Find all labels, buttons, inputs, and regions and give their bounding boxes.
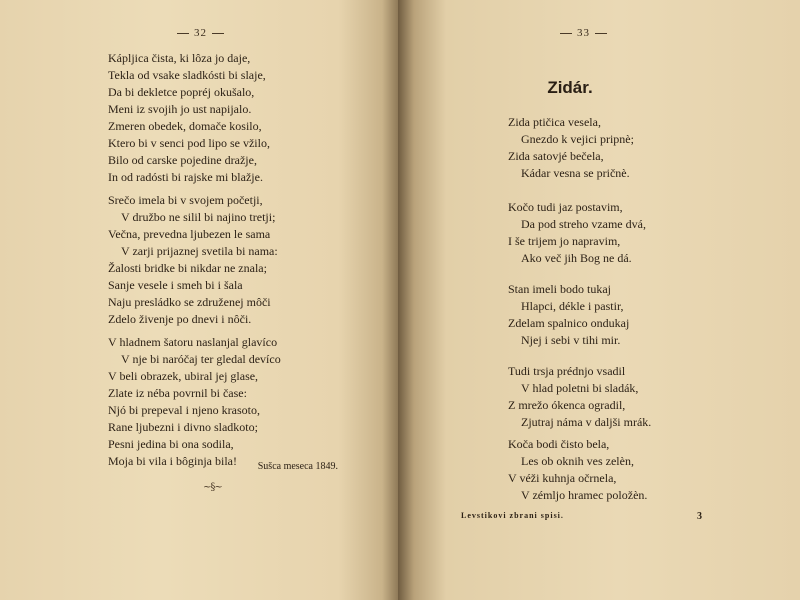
verse-line: Njó bi prepeval i njeno krasoto, — [108, 403, 260, 417]
verse-line: V nje bi naróčaj ter gledal devíco — [121, 352, 281, 366]
left-stanza-3 — [108, 334, 281, 470]
right-stanza-1 — [508, 114, 634, 182]
verse-line: V zarji prijaznej svetila bi nama: — [121, 244, 278, 258]
verse-line: Stan imeli bodo tukaj — [508, 282, 611, 296]
verse-line: I še trijem jo napravim, — [508, 234, 621, 248]
right-stanza-5 — [508, 436, 647, 504]
verse-line: Ako več jih Bog ne dá. — [521, 251, 632, 265]
verse-line: Hlapci, dékle i pastir, — [521, 299, 624, 313]
verse-line: Bilo od carske pojedine dražje, — [108, 153, 257, 167]
verse-line: Kočo tudi jaz postavim, — [508, 200, 623, 214]
verse-line: Kápljica čista, ki lôza jo daje, — [108, 51, 251, 65]
verse-line: V beli obrazek, ubiral jej glase, — [108, 369, 259, 383]
ornament-icon: ~§~ — [203, 482, 222, 493]
left-page — [0, 0, 398, 600]
verse-line: Z mrežo ókenca ogradil, — [508, 398, 626, 412]
verse-line: Srečo imela bi v svojem početji, — [108, 193, 263, 207]
right-stanza-4 — [508, 363, 651, 431]
verse-line: Sanje vesele i smeh bi i šala — [108, 278, 243, 292]
verse-line: In od radósti bi rajske mi blažje. — [108, 170, 263, 184]
left-stanza-1 — [108, 50, 270, 186]
verse-line: Naju presládko se združenej môči — [108, 295, 271, 309]
verse-line: Zjutraj náma v daljši mrák. — [521, 415, 652, 429]
right-stanza-2 — [508, 199, 646, 267]
verse-line: Zdelo živenje po dnevi i nôči. — [108, 312, 252, 326]
verse-line: Zida satovjé bečela, — [508, 149, 604, 163]
left-page-number: 32 — [172, 27, 229, 39]
verse-line: Tudi trsja prédnjo vsadil — [508, 364, 626, 378]
verse-line: Zlate iz néba povrnil bi čase: — [108, 386, 247, 400]
left-stanza-2 — [108, 192, 278, 328]
verse-line: Žalosti bridke bi nikdar ne znala; — [108, 261, 267, 275]
verse-line: Moja bi vila i bôginja bila! — [108, 454, 237, 468]
verse-line: Meni iz svojih jo ust napijalo. — [108, 102, 252, 116]
verse-line: Tekla od vsake sladkósti bi slaje, — [108, 68, 266, 82]
verse-line: Koča bodi čisto bela, — [508, 437, 610, 451]
verse-line: Večna, prevedna ljubezen le sama — [108, 227, 271, 241]
right-page — [398, 0, 800, 600]
verse-line: Njej i sebi v tihi mir. — [521, 333, 621, 347]
verse-line: Zida ptičica vesela, — [508, 115, 601, 129]
signature-mark: 3 — [697, 511, 702, 522]
right-stanza-3 — [508, 281, 629, 349]
verse-line: Da bi dekletce popréj okušalo, — [108, 85, 255, 99]
verse-line: Da pod streho vzame dvá, — [521, 217, 646, 231]
right-page-number: 33 — [555, 27, 612, 39]
verse-line: Kádar vesna se pričnè. — [521, 166, 630, 180]
verse-line: Zmeren obedek, domače kosilo, — [108, 119, 262, 133]
verse-line: V zémljo hramec položèn. — [521, 488, 648, 502]
verse-line: Zdelam spalnico ondukaj — [508, 316, 630, 330]
verse-line: Ktero bi v senci pod lipo se vžilo, — [108, 136, 270, 150]
verse-line: Gnezdo k vejici pripnè; — [521, 132, 634, 146]
verse-line: Les ob oknih ves zelèn, — [521, 454, 634, 468]
verse-line: Pesni jedina bi ona sodila, — [108, 437, 234, 451]
footer-signature-text: Levstikovi zbrani spisi. — [461, 511, 564, 520]
date-line: Sušca meseca 1849. — [257, 461, 338, 472]
verse-line: V véži kuhnja očrnela, — [508, 471, 617, 485]
verse-line: V družbo ne silil bi najino tretji; — [121, 210, 276, 224]
verse-line: V hladnem šatoru naslanjal glavíco — [108, 335, 278, 349]
verse-line: V hlad poletni bi sladák, — [521, 381, 639, 395]
poem-title: Zidár. — [547, 78, 593, 97]
verse-line: Rane ljubezni i divno sladkoto; — [108, 420, 258, 434]
